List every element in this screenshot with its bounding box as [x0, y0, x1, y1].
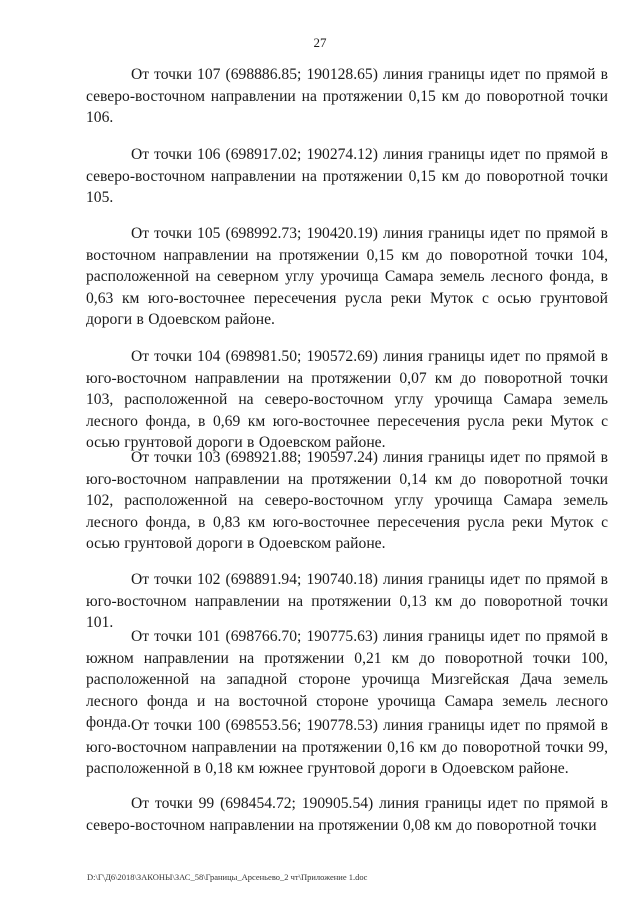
paragraph-point-105: От точки 105 (698992.73; 190420.19) линия границы идет по прямой в восточном направлении на протяжении 0,15 км до поворотной точки 104, расположенной на северном углу урочища Самара земель лесного фонда, в 0,63 км юго-восточнее пересечения русла реки Муток с осью грунтовой дороги в Одоевском районе.	[86, 225, 608, 329]
paragraph-point-99: От точки 99 (698454.72; 190905.54) линия границы идет по прямой в северо-восточном направлении на протяжении 0,08 км до поворотной точки	[86, 795, 608, 834]
paragraph-point-101: От точки 101 (698766.70; 190775.63) линия границы идет по прямой в южном направлении на протяжении 0,21 км до поворотной точки 100, расположенной на западной стороне урочища Мизгейская Дача земель лесного фонда и на восточной стороне урочища Самара земель лесного фонда.	[86, 628, 608, 732]
paragraph-point-100: От точки 100 (698553.56; 190778.53) линия границы идет по прямой в юго-восточном направлении на протяжении 0,16 км до поворотной точки 99, расположенной в 0,18 км южнее грунтовой дороги в Одоевском районе.	[86, 717, 608, 778]
paragraph-point-103: От точки 103 (698921.88; 190597.24) линия границы идет по прямой в юго-восточном направлении на протяжении 0,14 км до поворотной точки 102, расположенной на северо-восточном углу урочища Самара земель лесного фонда, в 0,83 км юго-восточнее пересечения русла реки Муток с осью грунтовой дороги в Одоевском районе.	[86, 449, 608, 553]
paragraph-point-102: От точки 102 (698891.94; 190740.18) линия границы идет по прямой в юго-восточном направлении на протяжении 0,13 км до поворотной точки 101.	[86, 571, 608, 632]
paragraph-point-107: От точки 107 (698886.85; 190128.65) линия границы идет по прямой в северо-восточном направлении на протяжении 0,15 км до поворотной точки 106.	[86, 66, 608, 127]
paragraph-point-106: От точки 106 (698917.02; 190274.12) линия границы идет по прямой в северо-восточном направлении на протяжении 0,15 км до поворотной точки 105.	[86, 146, 608, 207]
paragraph-point-104: От точки 104 (698981.50; 190572.69) линия границы идет по прямой в юго-восточном направлении на протяжении 0,07 км до поворотной точки 103, расположенной на северо-восточном углу урочища Самара земель лесного фонда, в 0,69 км юго-восточнее пересечения русла реки Муток с осью грунтовой дороги в Одоевском районе.	[86, 348, 608, 452]
footer-file-path: D:\Г\Д6\2018\ЗАКОНЫ\ЗАС_58\Границы_Арсеньево_2 чт\Приложение 1.doc	[87, 872, 368, 882]
page-number: 27	[313, 35, 327, 50]
